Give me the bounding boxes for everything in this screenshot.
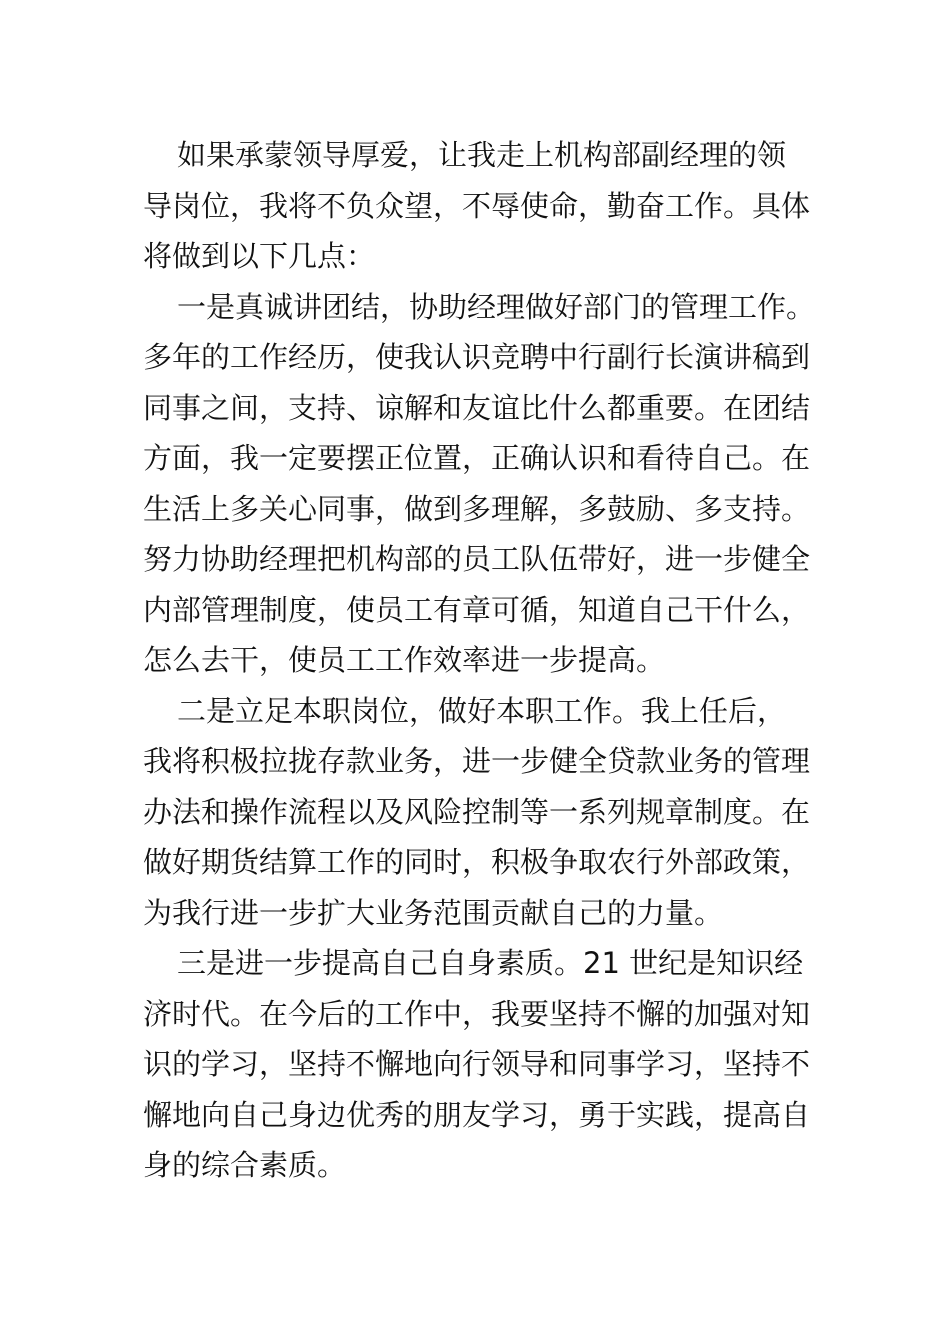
document-body bbox=[143, 130, 815, 1191]
paragraph-line: 如果承蒙领导厚爱，让我走上机构部副经理的领 bbox=[177, 138, 787, 172]
paragraph-1 bbox=[143, 130, 815, 282]
paragraph-line: 二是立足本职岗位，做好本职工作。我上任后， bbox=[177, 693, 787, 728]
paragraph-2 bbox=[143, 282, 815, 686]
paragraph-4 bbox=[143, 938, 815, 1191]
paragraph-line: 办法和操作流程以及风险控制等一系列规章制度。在 bbox=[143, 794, 811, 829]
paragraph-line: 为我行进一步扩大业务范围贡献自己的力量。 bbox=[143, 895, 724, 930]
paragraph-line: 身的综合素质。 bbox=[143, 1148, 347, 1182]
paragraph-line: 同事之间，支持、谅解和友谊比什么都重要。在团结 bbox=[143, 390, 811, 425]
paragraph-line: 做好期货结算工作的同时，积极争取农行外部政策， bbox=[143, 845, 811, 879]
paragraph-line: 方面，我一定要摆正位置，正确认识和看待自己。在 bbox=[143, 441, 811, 475]
paragraph-line: 生活上多关心同事，做到多理解，多鼓励、多支持。 bbox=[143, 491, 811, 526]
paragraph-line: 导岗位，我将不负众望，不辱使命，勤奋工作。具体 bbox=[143, 188, 811, 223]
paragraph-line: 三是进一步提高自己自身素质。21 世纪是知识经 bbox=[177, 946, 804, 980]
paragraph-line: 我将积极拉拢存款业务，进一步健全贷款业务的管理 bbox=[143, 744, 811, 778]
paragraph-line: 济时代。在今后的工作中，我要坚持不懈的加强对知 bbox=[143, 996, 811, 1031]
paragraph-line: 内部管理制度，使员工有章可循，知道自己干什么， bbox=[143, 592, 811, 627]
paragraph-line: 识的学习，坚持不懈地向行领导和同事学习，坚持不 bbox=[143, 1047, 811, 1081]
paragraph-line: 多年的工作经历，使我认识竞聘中行副行长演讲稿到 bbox=[143, 340, 811, 374]
paragraph-line: 怎么去干，使员工工作效率进一步提高。 bbox=[143, 643, 666, 677]
paragraph-line: 一是真诚讲团结，协助经理做好部门的管理工作。 bbox=[177, 289, 816, 324]
paragraph-3 bbox=[143, 686, 815, 939]
paragraph-line: 懈地向自己身边优秀的朋友学习，勇于实践，提高自 bbox=[143, 1097, 811, 1132]
paragraph-line: 努力协助经理把机构部的员工队伍带好，进一步健全 bbox=[143, 542, 811, 576]
paragraph-line: 将做到以下几点： bbox=[143, 239, 376, 273]
